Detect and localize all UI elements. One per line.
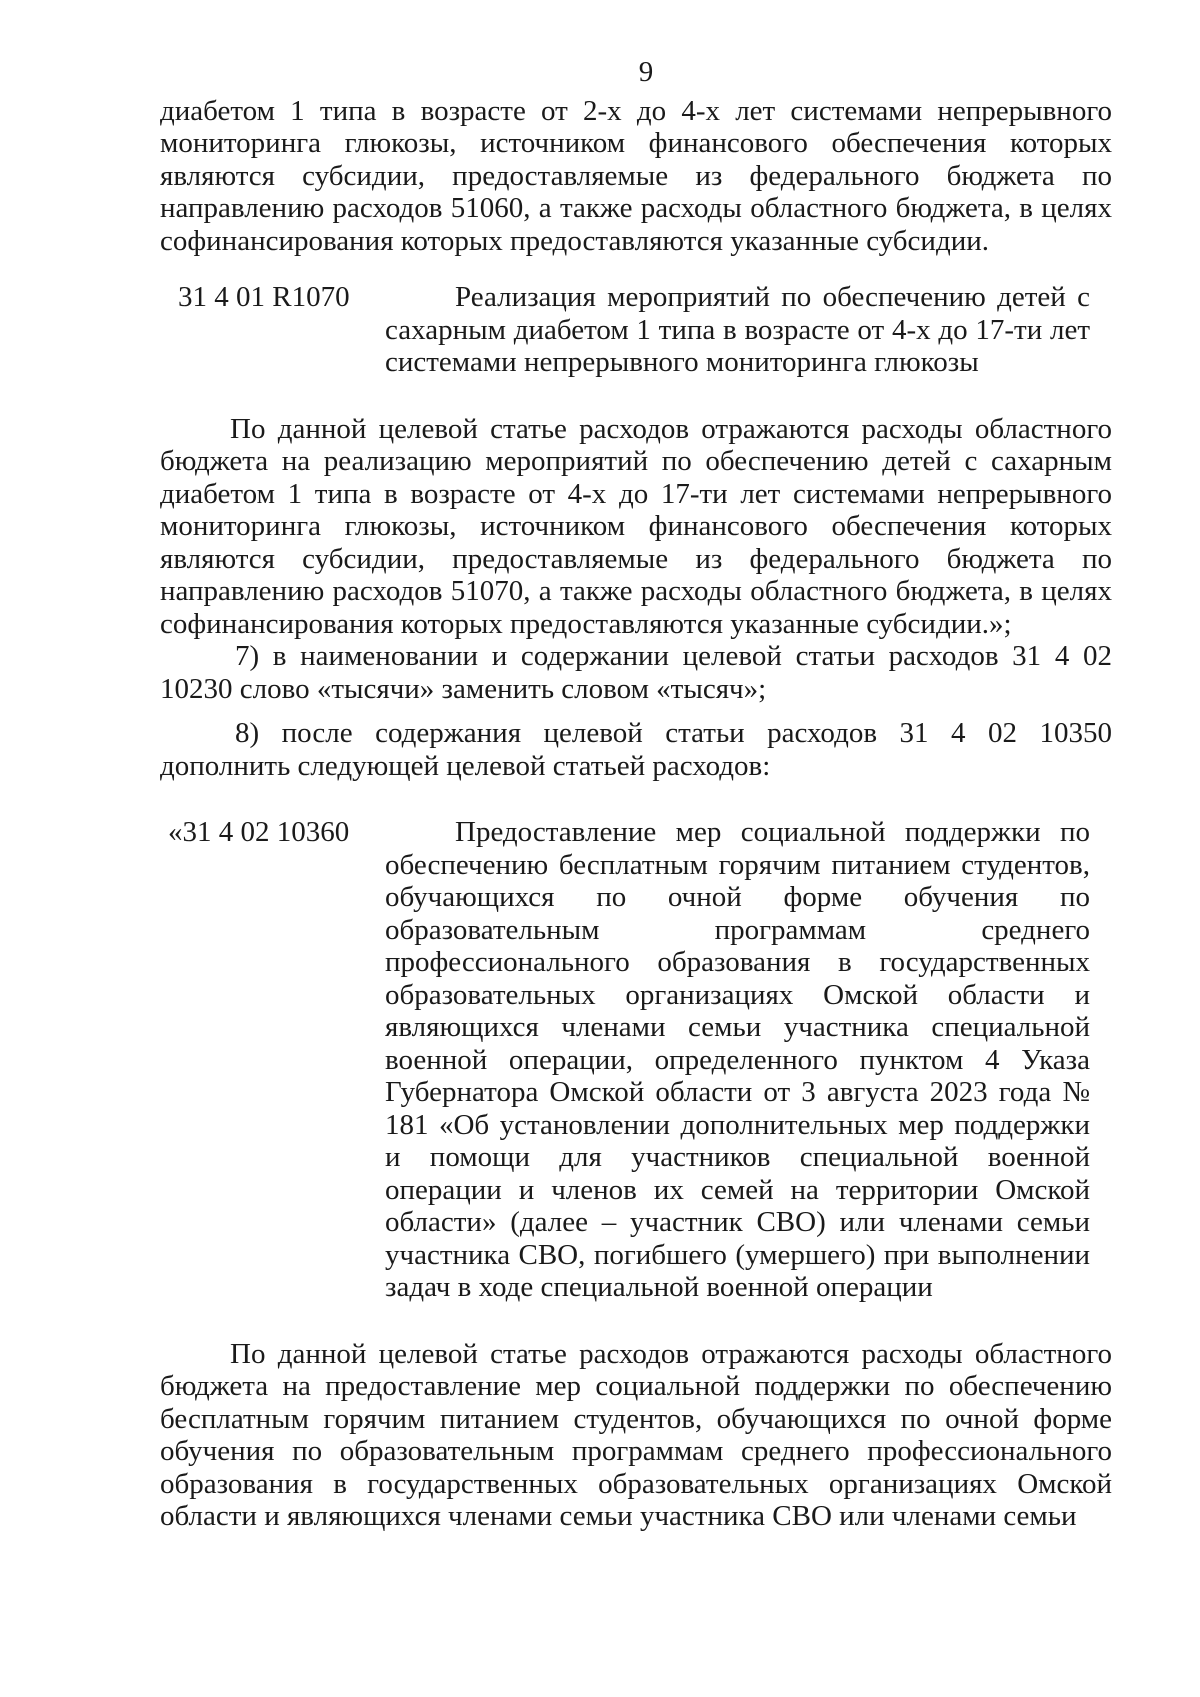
- article-title: Предоставление мер социальной поддержки по обеспечению бесплатным горячим питанием студентов, обучающихся по очной форме обучения по образовательным программам среднего профессионального образования в государственных образовательных организациях Омской области и являющихся членами семьи участника специальной военной операции, определенного пунктом 4 Указа Губернатора Омской области от 3 августа 2023 года № 181 «Об установлении дополнительных мер поддержки и помощи для участников специальной военной операции и членов их семей на территории Омской области» (далее – участник СВО) или членами семьи участника СВО, погибшего (умершего) при выполнении задач в ходе специальной военной операции: [385, 816, 1090, 1303]
- page-number: 9: [638, 56, 654, 88]
- article-code: 31 4 01 R1070: [178, 281, 350, 313]
- paragraph-continuation: диабетом 1 типа в возрасте от 2-х до 4-х лет системами непрерывного мониторинга глюкозы, источником финансового обеспечения которых являются субсидии, предоставляемые из федерального бюджета по направлению расходов 51060, а также расходы областного бюджета, в целях софинансирования которых предоставляются указанные субсидии.: [160, 94, 1112, 257]
- paragraph-10360-description: По данной целевой статье расходов отражаются расходы областного бюджета на предоставление мер социальной поддержки по обеспечению бесплатным горячим питанием студентов, обучающихся по очной форме обучения по образовательным программам среднего профессионального образования в государственных образовательных организациях Омской области и являющихся членами семьи участника СВО или членами семьи: [160, 1337, 1112, 1532]
- article-title: Реализация мероприятий по обеспечению детей с сахарным диабетом 1 типа в возрасте от 4-х до 17-ти лет системами непрерывного мониторинга глюкозы: [385, 281, 1090, 378]
- paragraph-r1070-description: По данной целевой статье расходов отражаются расходы областного бюджета на реализацию мероприятий по обеспечению детей с сахарным диабетом 1 типа в возрасте от 4-х до 17-ти лет системами непрерывного мониторинга глюкозы, источником финансового обеспечения которых являются субсидии, предоставляемые из федерального бюджета по направлению расходов 51070, а также расходы областного бюджета, в целях софинансирования которых предоставляются указанные субсидии.»;: [160, 412, 1112, 640]
- article-r1070: [160, 281, 1112, 379]
- article-10360: [160, 816, 1112, 1304]
- list-item-7: 7) в наименовании и содержании целевой статьи расходов 31 4 02 10230 слово «тысячи» заменить словом «тысяч»;: [160, 640, 1112, 705]
- article-code: «31 4 02 10360: [168, 816, 350, 848]
- list-item-8: 8) после содержания целевой статьи расходов 31 4 02 10350 дополнить следующей целевой статьей расходов:: [160, 717, 1112, 782]
